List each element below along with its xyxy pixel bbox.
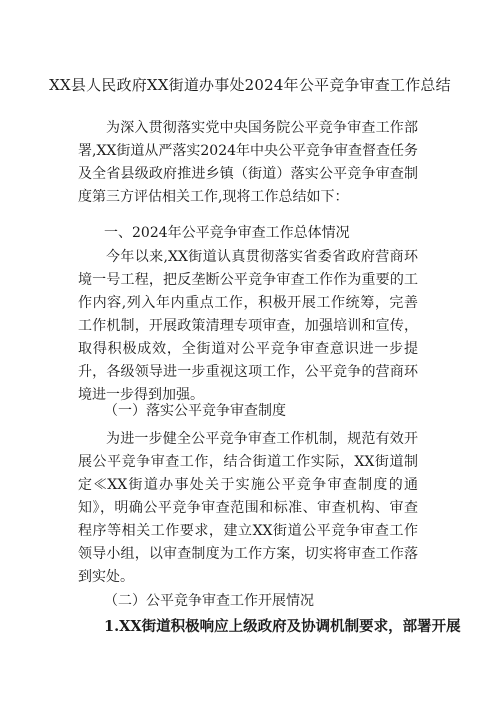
section-1-paragraph: 今年以来,XX街道认真贯彻落实省委省政府营商环境一号工程，把反垄断公平竞争审查工作作为重要的工作内容,列入年内重点工作，积极开展工作统筹，完善工作机制，开展政策清理专项审查，加强培训和宣传，取得积极成效，全街道对公平竞争审查意识进一步提升，各级领导进一步重视这项工作，公平竞争的营商环境进一步得到加强。: [78, 249, 418, 403]
subsection-1-paragraph: 为进一步健全公平竞争审查工作机制，规范有效开展公平竞争审查工作，结合街道工作实际，XX街道制定≪XX街道办事处关于实施公平竞争审查制度的通知》，明确公平竞争审查范围和标准、审查机构、审查程序等相关工作要求，建立XX街道公平竞争审查工作领导小组，以审查制度为工作方案，切实将审查工作落到实处。: [78, 431, 418, 585]
item-1-paragraph: 1.XX街道积极响应上级政府及协调机制要求，部署开展: [104, 618, 461, 635]
subsection-2-heading: （二）公平竞争审查工作开展情况: [104, 593, 314, 609]
intro-paragraph: 为深入贯彻落实党中央国务院公平竞争审查工作部署,XX街道从严落实2024年中央公平竞争审查督查任务及全省县级政府推进乡镇（街道）落实公平竞争审查制度第三方评估相关工作,现将工作总结如下：: [78, 120, 419, 205]
document-title: XX县人民政府XX街道办事处2024年公平竞争审查工作总结: [49, 76, 451, 94]
section-1-heading: 一、2024年公平竞争审查工作总体情况: [104, 225, 350, 241]
subsection-1-heading: （一）落实公平竞争审查制度: [104, 403, 286, 419]
